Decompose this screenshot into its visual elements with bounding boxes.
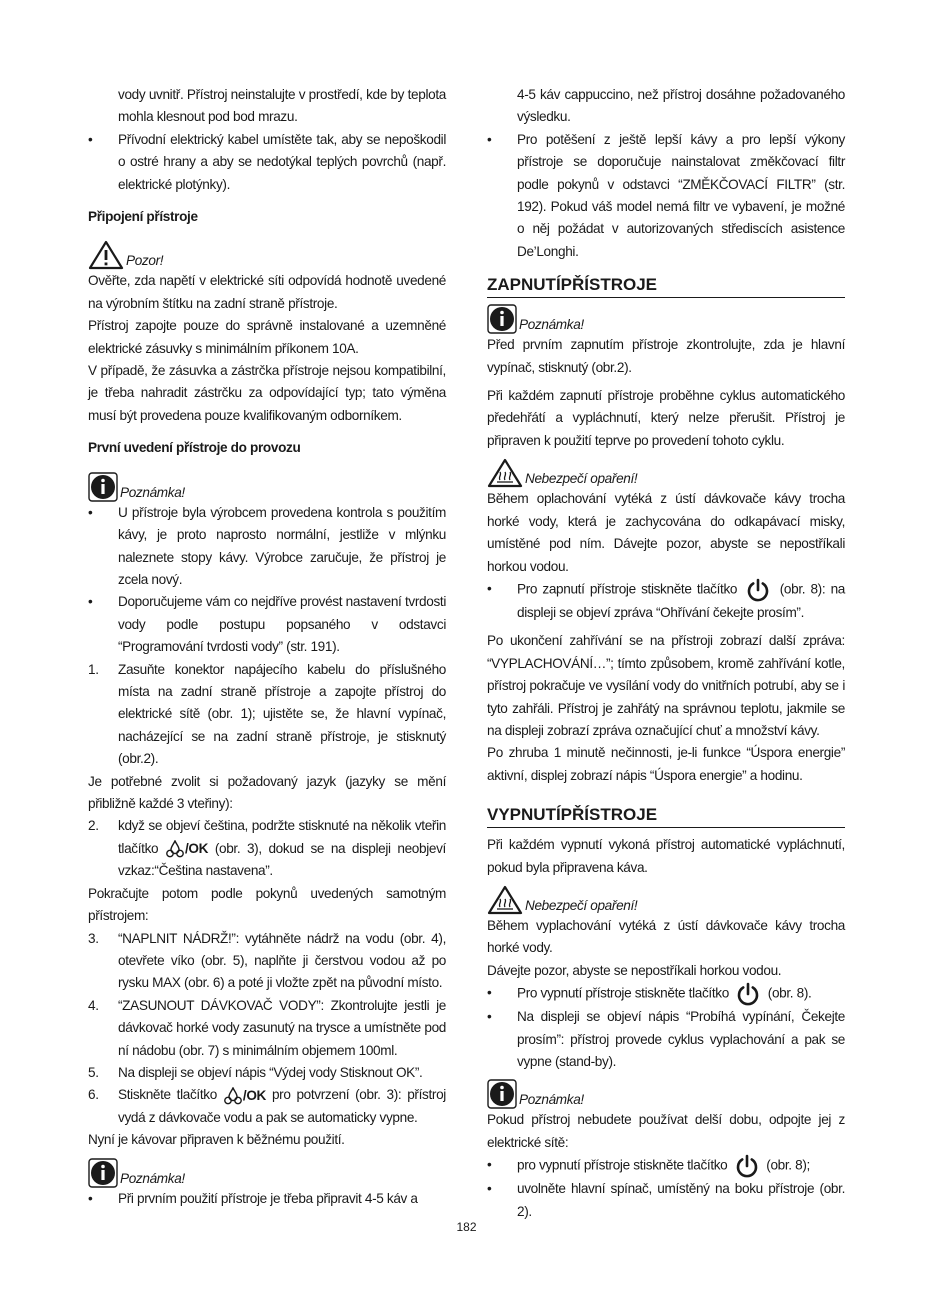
info-icon	[487, 1079, 517, 1109]
paragraph: vody uvnitř. Přístroj neinstalujte v prostředí, kde by teplota mohla klesnout pod bod mrazu.	[118, 87, 446, 125]
numbered-step: 3. “NAPLNIT NÁDRŽ!”: vytáhněte nádrž na vodu (obr. 4), otevřete víko (obr. 5), naplňte ji čerstvou vodou až po rysku MAX (obr. 6) a poté ji vložte zpět na původní místo.	[88, 930, 446, 991]
info-icon	[487, 304, 517, 334]
paragraph: Během vyplachování vytéká z ústí dávkovače kávy trocha horké vody.	[487, 917, 845, 956]
warning-icon	[88, 240, 124, 270]
bullet-item: • Přívodní elektrický kabel umístěte tak, aby se nepoškodil o ostré hrany a aby se nedotýkal teplých povrchů (např. elektrické plotýnky).	[88, 129, 446, 196]
bullet-item: • Doporučujeme vám co nejdříve provést nastavení tvrdosti vody podle postupu popsaného v odstavci “Programování tvrdosti vody” (str. 191).	[88, 594, 446, 655]
section-title-switch-off: VYPNUTÍPŘÍSTROJE	[487, 803, 845, 828]
info-icon	[88, 472, 118, 502]
paragraph: Během oplachování vytéká z ústí dávkovače kávy trocha horké vody, která je zachycována do odkapávací misky, umístěné pod ním. Dávejte pozor, abyste se nepostříkali horkou vodou.	[487, 491, 845, 574]
ok-button-symbol: / OK	[165, 838, 208, 860]
paragraph: Při každém vypnutí vykoná přístroj automatické vypláchnutí, pokud byla připravena káva.	[487, 837, 845, 875]
paragraph: Před prvním zapnutím přístroje zkontrolujte, zda je hlavní vypínač, stisknutý (obr.2).	[487, 337, 845, 375]
power-icon	[745, 578, 771, 602]
numbered-step: 1. Zasuňte konektor napájecího kabelu do příslušného místa na zadní straně přístroje a zapojte přístroj do elektrické sítě (obr. 1); ujistěte se, že hlavní vypínač, nacházející se na zadní straně přístroje, je stisknutý (obr.2).	[88, 661, 446, 767]
info-notice: Poznámka!	[487, 304, 845, 334]
info-notice: Poznámka!	[88, 1158, 446, 1188]
coffee-drops-icon	[223, 1087, 243, 1105]
bullet-item: • U přístroje byla výrobcem provedena kontrola s použitím kávy, je proto naprosto normální, jestliže v mlýnku naleznete stopy kávy. Výrobce zaručuje, že přístroj je zcela nový.	[88, 504, 446, 587]
hot-surface-icon	[487, 458, 523, 488]
paragraph: Ověřte, zda napětí v elektrické síti odpovídá hodnotě uvedené na výrobním štítku na zadní straně přístroje.	[88, 273, 446, 311]
power-icon	[735, 982, 761, 1006]
paragraph: V případě, že zásuvka a zástrčka přístroje nejsou kompatibilní, je třeba nahradit zástrčku za odpovídající typ; tato výměna musí být provedena pouze kvalifikovaným odborníkem.	[88, 363, 446, 423]
ok-button-symbol: / OK	[223, 1085, 266, 1107]
bullet-item: • pro vypnutí přístroje stiskněte tlačítko (obr. 8);	[487, 1154, 845, 1178]
paragraph: Nyní je kávovar připraven k běžnému použití.	[88, 1132, 345, 1148]
bullet-item: • Pro potěšení z ještě lepší kávy a pro lepší výkony přístroje se doporučuje nainstalovat změkčovací filtr podle pokynů v odstavci “ZMĚKČOVACÍ FILTR” (str. 192). Pokud váš model nemá filtr ve vybavení, je možné o něj požádat v autorizovaných střediscích asistence De’Longhi.	[487, 131, 845, 259]
danger-notice: Nebezpečí opaření!	[487, 458, 845, 488]
bullet-marker: •	[88, 131, 93, 147]
hot-surface-icon	[487, 885, 523, 915]
numbered-step: 2. když se objeví čeština, podržte stisknuté na několik vteřin tlačítko / OK (obr. 3), dokud se na displeji neobjeví vzkaz:“Čeština nastavena”.	[88, 818, 446, 879]
numbered-step: 4. “ZASUNOUT DÁVKOVAČ VODY”: Zkontrolujte jestli je dávkovač horké vody zasunutý na trysce a umístněte pod ní nádobu (obr. 7) s minimálním objemem 100ml.	[88, 997, 446, 1058]
paragraph: Po ukončení zahřívání se na přístroji zobrazí další zpráva: “VYPLACHOVÁNÍ…”; tímto způsobem, kromě zahřívání kotle, přístroj pokračuje ve vysílání vody do vnitřních potrubí, aby se i tyto zahřáli. Přístroj je zahřátý na správnou teplotu, jakmile se na displeji zobrazí zpráva označující chuť a množství kávy.	[487, 633, 845, 738]
subsection-title: První uvedení přístroje do provozu	[88, 440, 301, 456]
paragraph: Dávejte pozor, abyste se nepostříkali horkou vodou.	[487, 962, 782, 978]
bullet-item: • Při prvním použití přístroje je třeba připravit 4-5 káv a	[88, 1190, 418, 1206]
danger-notice: Nebezpečí opaření!	[487, 885, 845, 915]
numbered-step: 6. Stiskněte tlačítko / OK pro potvrzení (obr. 3): přístroj vydá z dávkovače vodu a pak se automaticky vypne.	[88, 1084, 446, 1129]
coffee-drops-icon	[165, 840, 185, 858]
paragraph: 4-5 káv cappuccino, než přístroj dosáhne požadovaného výsledku.	[517, 87, 845, 125]
page-number: 182	[456, 1220, 477, 1234]
paragraph: Pokud přístroj nebudete používat delší dobu, odpojte jej z elektrické sítě:	[487, 1112, 845, 1150]
bullet-item: • Pro zapnutí přístroje stiskněte tlačítko (obr. 8): na displeji se objeví zpráva “Ohřívání čekejte prosím”.	[487, 578, 845, 624]
bullet-item: • Na displeji se objeví nápis “Probíhá vypínání, Čekejte prosím”: přístroj provede cyklus vyplachování a pak se vypne (stand-by).	[487, 1009, 845, 1069]
power-icon	[734, 1154, 760, 1178]
numbered-step: 5. Na displeji se objeví nápis “Výdej vody Stisknout OK”.	[88, 1065, 423, 1081]
info-icon	[88, 1158, 118, 1188]
bullet-item: • Pro vypnutí přístroje stiskněte tlačítko (obr. 8).	[487, 982, 845, 1006]
warning-notice: Pozor!	[88, 240, 446, 270]
paragraph: Přístroj zapojte pouze do správně instalované a uzemněné elektrické zásuvky s minimálním příkonem 10A.	[88, 318, 446, 356]
paragraph: Po zhruba 1 minutě nečinnosti, je-li funkce “Úspora energie” aktivní, displej zobrazí nápis “Úspora energie” a hodinu.	[487, 745, 845, 783]
section-title-switch-on: ZAPNUTÍPŘÍSTROJE	[487, 273, 845, 298]
paragraph: Při každém zapnutí přístroje proběhne cyklus automatického předehřátí a vypláchnutí, který nelze přerušit. Přístroj je připraven k použití teprve po provedení tohoto cyklu.	[487, 388, 845, 448]
info-notice: Poznámka!	[487, 1079, 845, 1109]
bullet-item: • uvolněte hlavní spínač, umístěný na boku přístroje (obr. 2).	[487, 1181, 845, 1219]
right-column	[487, 84, 845, 1223]
paragraph: Pokračujte potom podle pokynů uvedených samotným přístrojem:	[88, 885, 446, 924]
subsection-title: Připojení přístroje	[88, 209, 198, 225]
info-notice: Poznámka!	[88, 472, 446, 502]
left-column	[88, 84, 446, 1210]
paragraph: Je potřebné zvolit si požadovaný jazyk (jazyky se mění přibližně každé 3 vteřiny):	[88, 773, 446, 811]
